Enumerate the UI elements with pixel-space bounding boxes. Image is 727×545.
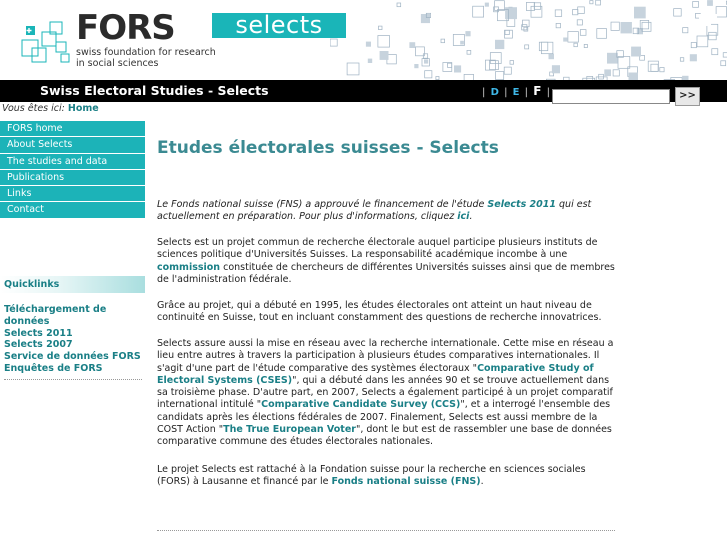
pattern-square — [504, 67, 511, 74]
pattern-square — [651, 64, 658, 71]
lang-separator: | — [504, 87, 508, 98]
pattern-square — [584, 44, 587, 47]
p5-text-1: Le projet Selects est rattaché à la Fondation suisse pour la recherche en sciences sociales (FORS) à Lausanne et financé par le — [157, 464, 586, 488]
swiss-cross-icon — [697, 6, 719, 28]
search-input[interactable] — [552, 89, 670, 104]
pattern-square — [568, 32, 579, 42]
search-submit-button[interactable]: >> — [675, 87, 700, 106]
selects-2011-link[interactable]: Selects 2011 — [487, 199, 556, 210]
pattern-square — [366, 42, 371, 47]
sidebar-item-fors-home[interactable]: FORS home — [0, 121, 145, 137]
pattern-square — [590, 1, 593, 4]
sidebar-item-links[interactable]: Links — [0, 186, 145, 202]
pattern-square — [496, 72, 504, 80]
quicklink-telechargement[interactable]: Téléchargement de — [4, 304, 107, 315]
pattern-square — [368, 59, 372, 63]
pattern-square — [467, 50, 471, 54]
quicklink-selects-2011[interactable]: Selects 2011 — [4, 327, 73, 339]
cses-link[interactable]: Comparative Study of Electoral Systems (CSES) — [157, 362, 594, 386]
quicklink-donnees[interactable]: données — [4, 315, 50, 327]
pattern-square — [424, 59, 428, 63]
pattern-square — [556, 23, 560, 27]
pattern-square — [495, 40, 504, 49]
pattern-square — [674, 9, 682, 17]
pattern-square — [555, 10, 562, 17]
pattern-square — [505, 30, 513, 38]
page-title: Etudes électorales suisses - Selects — [157, 138, 499, 158]
paragraph-fors-affiliation — [157, 464, 617, 489]
pattern-square — [347, 63, 359, 75]
true-european-voter-link[interactable]: The True European Voter — [223, 424, 356, 436]
pattern-square — [454, 65, 461, 72]
lang-en-link[interactable]: E — [512, 87, 520, 98]
pattern-square — [425, 71, 432, 78]
header — [0, 0, 727, 80]
commission-link[interactable]: commission — [157, 261, 221, 273]
pattern-square — [465, 31, 470, 36]
pattern-square — [690, 54, 697, 61]
lang-separator: | — [546, 87, 550, 98]
quicklinks-heading: Quicklinks — [0, 276, 145, 293]
pattern-square — [563, 38, 567, 42]
pattern-square — [723, 53, 727, 57]
lang-separator: | — [482, 87, 486, 98]
ici-link[interactable]: ici — [457, 211, 470, 223]
pattern-square — [505, 7, 517, 19]
lang-separator: | — [524, 87, 529, 98]
sidebar-nav — [0, 121, 145, 219]
sidebar-item-contact[interactable]: Contact — [0, 202, 145, 218]
pattern-square — [680, 58, 684, 62]
pattern-square — [648, 61, 658, 71]
paragraph-continuity — [157, 300, 617, 325]
quicklinks-list — [4, 304, 142, 375]
pattern-square — [596, 0, 601, 5]
pattern-square — [330, 39, 337, 46]
p4-text-3: ", et a interrogé l'ensemble des candidats après les élections fédérales de 2007. Finalement, Selects est aussi membre de la COST Action " — [157, 399, 611, 436]
breadcrumb-home-link[interactable]: Home — [67, 103, 99, 114]
sidebar-item-about-selects[interactable]: About Selects — [0, 137, 145, 153]
pattern-square — [697, 36, 708, 47]
p2-text-1: Selects est un projet commun de recherche électorale auquel participe plusieurs instituts de sciences politique d'Universités Suisses. La responsabilité académique incombe à une — [157, 237, 598, 261]
p4-text-4: ", dont le but est de rassembler une base de données comparative commune des études électorales nationales. — [157, 424, 612, 448]
pattern-square — [642, 22, 651, 31]
ccs-link[interactable]: Comparative Candidate Survey (CCS) — [261, 399, 461, 411]
pattern-square — [578, 7, 585, 14]
pattern-square — [629, 73, 639, 81]
paragraph-project-intro — [157, 237, 617, 286]
pattern-square — [577, 20, 582, 25]
pattern-square — [490, 53, 501, 64]
pattern-square — [604, 69, 611, 76]
pattern-square — [380, 51, 389, 60]
pattern-square — [409, 42, 415, 48]
p4-text-2: ", qui a débuté dans les années 90 et se trouve actuellement dans sa troisième phase. D'autre part, en 2007, Selects a également participé à un projet comparatif international intitulé " — [157, 374, 613, 411]
pattern-square — [597, 29, 607, 39]
p1-text-1: Le Fonds national suisse (FNS) a approuvé le financement de l'étude — [157, 199, 485, 210]
p1-text-3: . — [469, 211, 473, 223]
pattern-square — [573, 10, 578, 15]
pattern-square — [721, 61, 726, 66]
pattern-square — [607, 53, 618, 64]
sidebar-item-publications[interactable]: Publications — [0, 170, 145, 186]
pattern-square — [709, 32, 717, 40]
pattern-square — [683, 28, 688, 33]
selects-logo[interactable]: selects — [212, 13, 346, 38]
pattern-square — [631, 47, 641, 57]
p3-text-1: Grâce au projet, qui a débuté en 1995, les études électorales ont atteint un haut niveau de continuité en Suisse, tout en incluant constamment des questions de recherche innovatrices. — [157, 300, 602, 324]
fors-tagline-line-1: swiss foundation for research — [76, 47, 216, 58]
pattern-square — [660, 68, 664, 72]
p5-text-2: . — [480, 476, 484, 488]
pattern-square — [712, 49, 718, 55]
pattern-square — [460, 41, 464, 45]
pattern-square — [448, 63, 452, 67]
pattern-square — [525, 45, 529, 49]
p4-text-1: Selects assure aussi la mise en réseau avec la recherche internationale. Cette mise en réseau a lieu entre autres à travers la participation à plusieurs études comparatives internationales. Il s'agit d'une part de l'étude comparative des systèmes électoraux " — [157, 338, 614, 374]
pattern-square — [634, 7, 646, 19]
pattern-square — [621, 22, 632, 33]
language-switcher — [482, 80, 550, 104]
pattern-square — [541, 42, 553, 54]
breadcrumb — [2, 103, 99, 114]
pattern-square — [640, 20, 649, 29]
pattern-square — [552, 65, 560, 73]
pattern-square — [485, 3, 489, 7]
fors-logo-squares-icon — [20, 18, 72, 66]
main-content — [157, 137, 617, 159]
breadcrumb-prefix: Vous êtes ici: — [2, 103, 65, 114]
quicklink-enquetes-fors[interactable]: Enquêtes de FORS — [4, 362, 103, 374]
quicklink-selects-2007[interactable]: Selects 2007 — [4, 339, 73, 351]
fors-tagline-line-2: in social sciences — [76, 58, 159, 69]
lang-de-link[interactable]: D — [490, 87, 499, 98]
header-pattern-graphic — [330, 0, 727, 80]
pattern-square — [473, 6, 484, 17]
pattern-square — [523, 20, 530, 27]
content-bottom-divider — [157, 530, 615, 531]
pattern-square — [580, 30, 586, 36]
pattern-square — [441, 39, 445, 43]
sidebar-item-studies-data[interactable]: The studies and data — [0, 154, 145, 170]
p1-text-2: qui est actuellement en préparation. Pour plus d'informations, cliquez — [157, 199, 592, 223]
paragraph-international — [157, 338, 617, 449]
paragraph-fns-announcement — [157, 199, 617, 224]
p2-text-2: constituée de chercheurs de différentes Universités suisses ainsi que de membres de l'administration fédérale. — [157, 261, 615, 285]
fors-logo-text: FORS — [76, 8, 175, 48]
pattern-square — [510, 61, 514, 65]
pattern-square — [421, 14, 430, 23]
pattern-square — [495, 1, 505, 11]
quicklinks-divider — [4, 379, 142, 380]
pattern-square — [613, 70, 619, 76]
pattern-square — [507, 19, 515, 27]
pattern-square — [531, 6, 542, 17]
pattern-square — [379, 26, 383, 30]
pattern-square — [539, 42, 548, 51]
pattern-square — [378, 36, 390, 48]
site-title: Swiss Electoral Studies - Selects — [40, 83, 269, 98]
fns-link[interactable]: Fonds national suisse (FNS) — [331, 476, 481, 488]
quicklink-service-donnees-fors[interactable]: Service de données FORS — [4, 351, 141, 363]
lang-fr-link[interactable]: F — [533, 84, 542, 98]
pattern-square — [414, 64, 418, 68]
pattern-square — [691, 43, 696, 48]
pattern-square — [505, 30, 509, 34]
pattern-square — [611, 22, 619, 30]
pattern-square — [549, 54, 555, 60]
pattern-square — [397, 3, 401, 7]
pattern-square — [574, 43, 578, 47]
pattern-square — [490, 61, 499, 70]
